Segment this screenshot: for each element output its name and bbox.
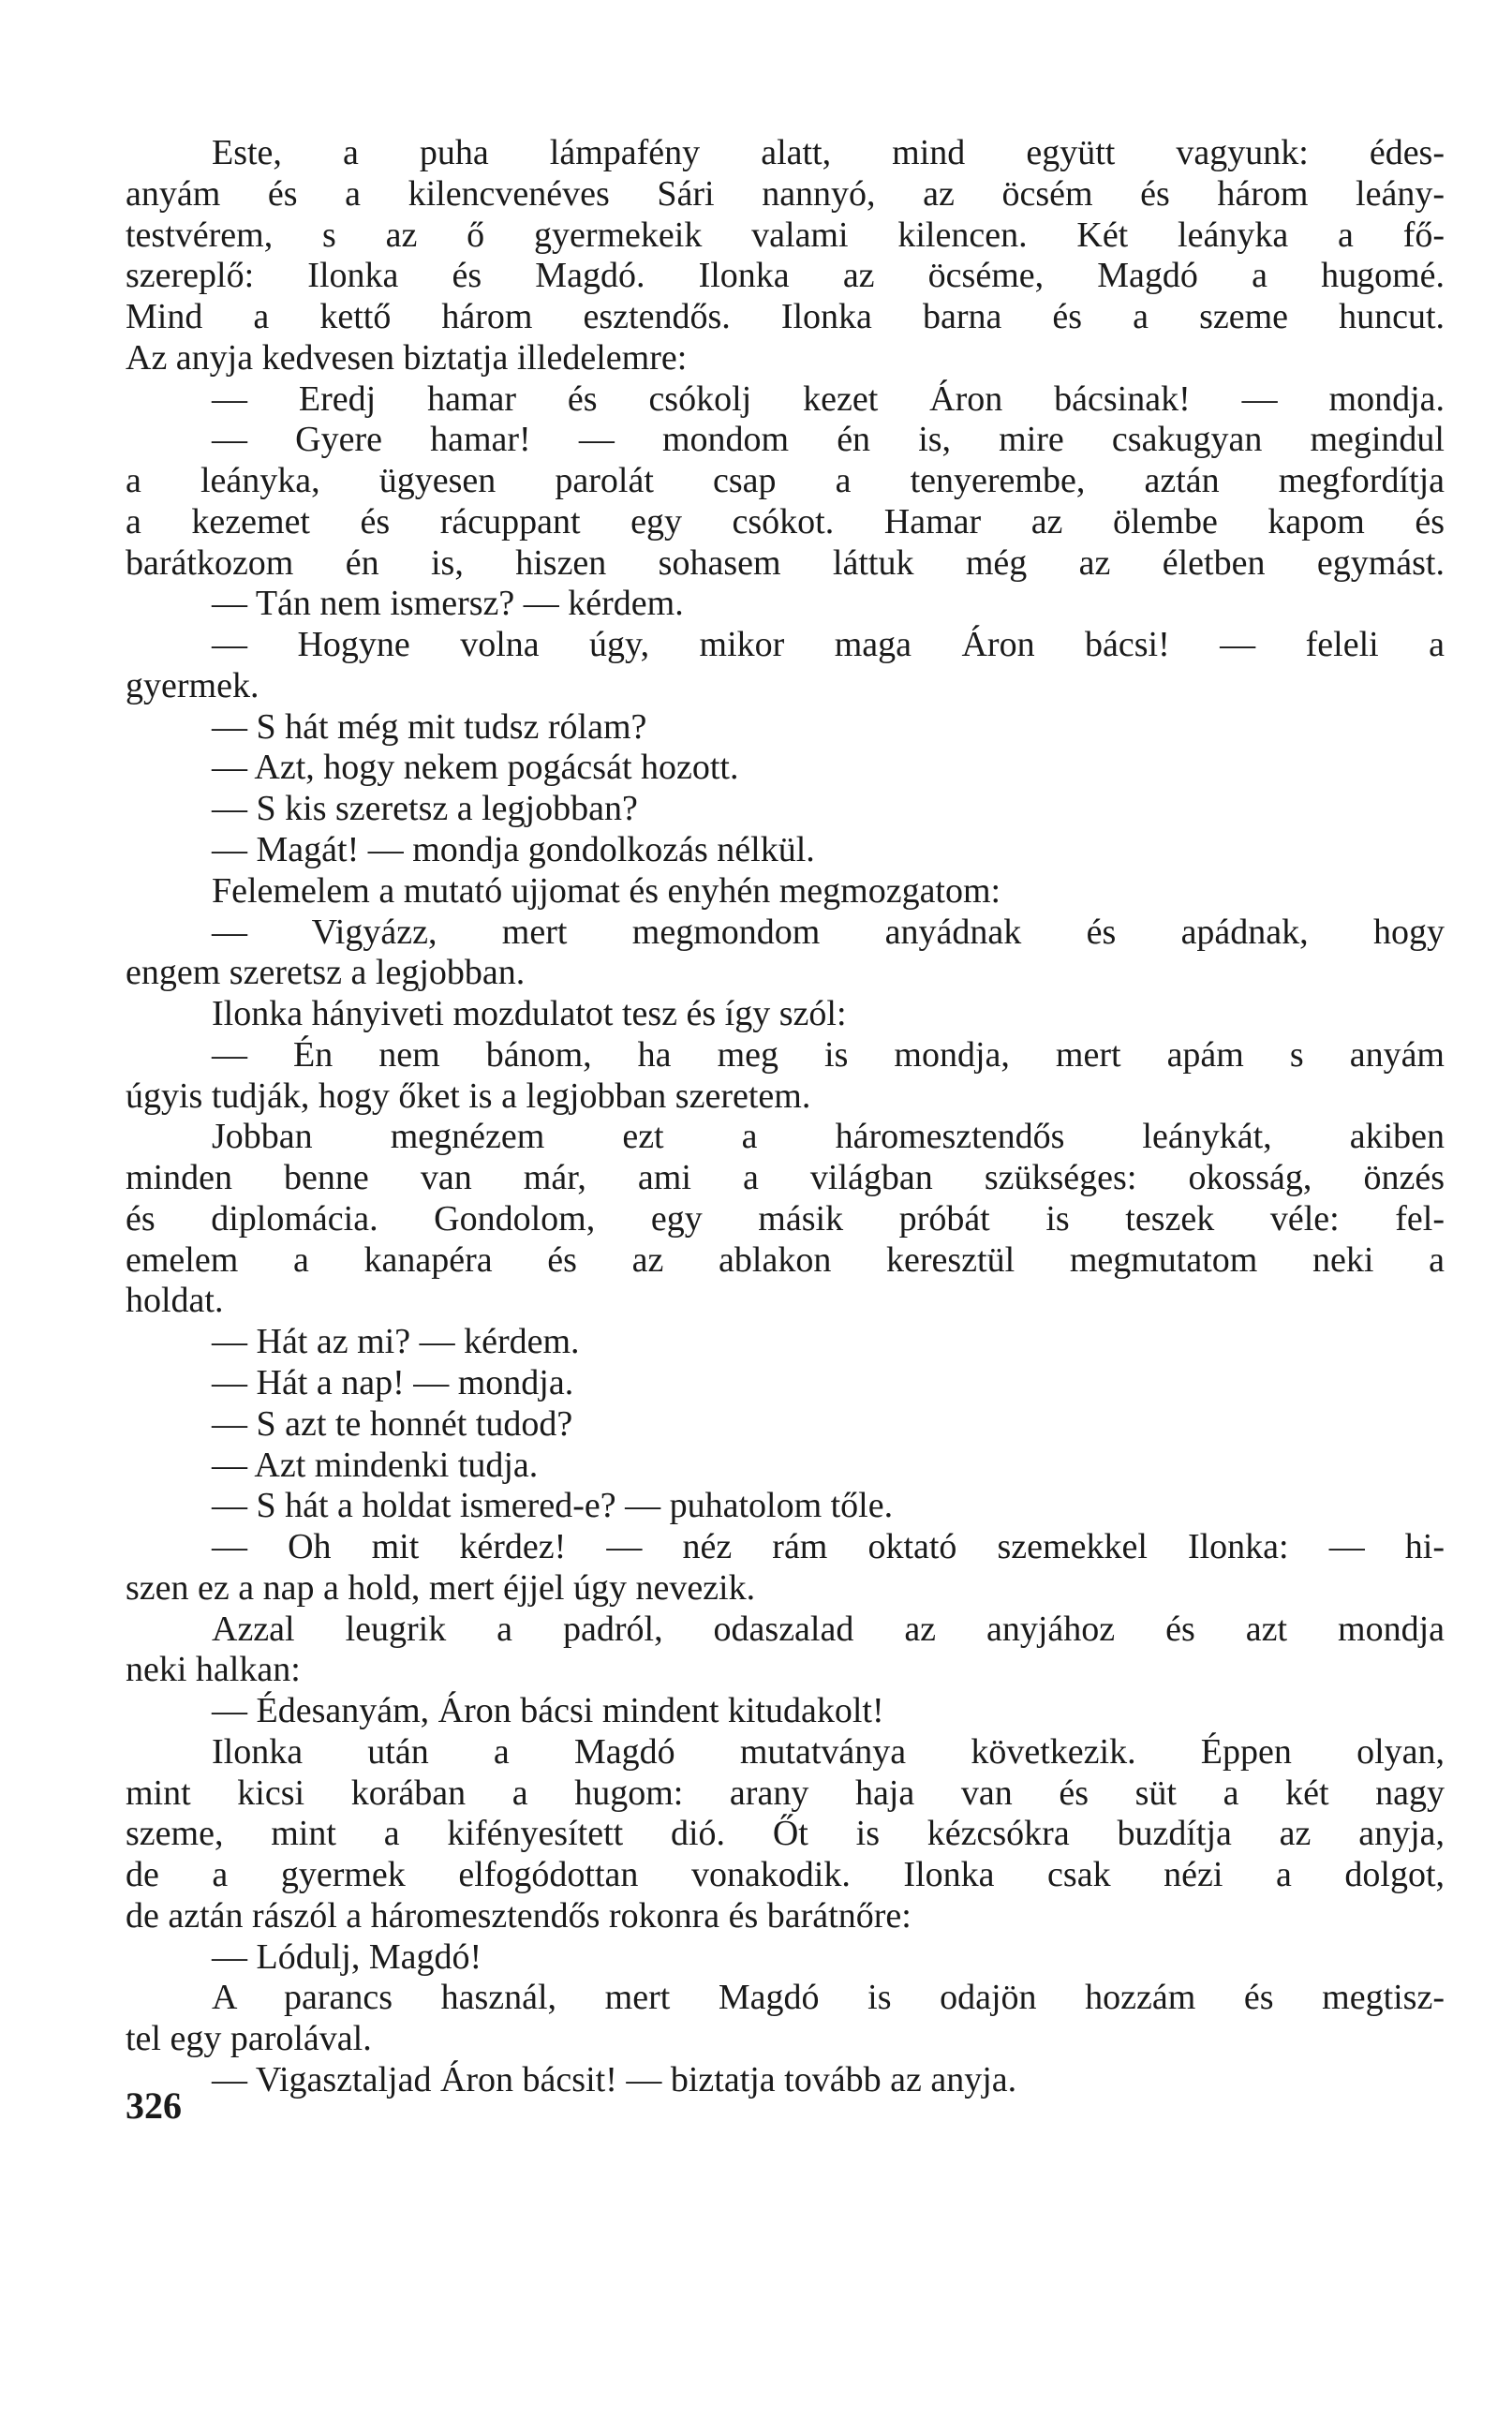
dialogue-line: — S hát még mit tudsz rólam? [212, 706, 647, 747]
text-line: tel egy parolával. [126, 2019, 372, 2059]
text-line: holdat. [126, 1281, 224, 1321]
text-line: szen ez a nap a hold, mert éjjel úgy nevezik. [126, 1567, 756, 1608]
text-line: Az anyja kedvesen biztatja illedelemre: [126, 337, 688, 378]
dialogue-line: — Oh mit kérdez! — néz rám oktató szemekkel Ilonka: — hi- [212, 1527, 1445, 1567]
dialogue-line: — Azt mindenki tudja. [212, 1445, 539, 1485]
text-line: szeme, mint a kifényesített dió. Őt is kézcsókra buzdítja az anyja, [126, 1814, 1445, 1854]
dialogue-line: — Vigyázz, mert megmondom anyádnak és apádnak, hogy [212, 912, 1445, 952]
text-line: A parancs használ, mert Magdó is odajön hozzám és megtisz- [212, 1978, 1445, 2018]
text-line: mint kicsi korában a hugom: arany haja van és süt a két nagy [126, 1773, 1445, 1813]
text-line: Este, a puha lámpafény alatt, mind együtt vagyunk: édes- [212, 133, 1445, 172]
dialogue-line: — Lódulj, Magdó! [212, 1936, 482, 1977]
text-line: neki halkan: [126, 1650, 301, 1690]
text-line: anyám és a kilencvenéves Sári nannyó, az öcsém és három leány- [126, 173, 1445, 214]
text-line: emelem a kanapéra és az ablakon keresztül megmutatom neki a [126, 1239, 1445, 1280]
dialogue-line: — Hát a nap! — mondja. [212, 1362, 574, 1402]
dialogue-line: — S azt te honnét tudod? [212, 1403, 573, 1444]
dialogue-line: — Hogyne volna úgy, mikor maga Áron bácsi! — feleli a [212, 625, 1445, 665]
text-line: de aztán rászól a háromesztendős rokonra és barátnőre: [126, 1895, 912, 1936]
text-line: Jobban megnézem ezt a háromesztendős leánykát, akiben [212, 1117, 1445, 1157]
text-line: gyermek. [126, 665, 259, 705]
page-number: 326 [126, 2084, 182, 2127]
text-line: minden benne van már, ami a világban szükséges: okosság, önzés [126, 1158, 1445, 1198]
text-line: és diplomácia. Gondolom, egy másik próbát is teszek véle: fel- [126, 1198, 1445, 1239]
text-line: Ilonka után a Magdó mutatványa következik. Éppen olyan, [212, 1731, 1445, 1772]
dialogue-line: — Hát az mi? — kérdem. [212, 1322, 580, 1362]
text-line: szereplő: Ilonka és Magdó. Ilonka az öcséme, Magdó a hugomé. [126, 256, 1445, 296]
dialogue-line: — Eredj hamar és csókolj kezet Áron bácsinak! — mondja. [212, 378, 1445, 419]
dialogue-line: — S kis szeretsz a legjobban? [212, 789, 638, 829]
dialogue-line: — Én nem bánom, ha meg is mondja, mert apám s anyám [212, 1034, 1445, 1075]
text-line: de a gyermek elfogódottan vonakodik. Ilonka csak nézi a dolgot, [126, 1855, 1445, 1895]
text-line: engem szeretsz a legjobban. [126, 953, 526, 993]
dialogue-line: — Tán nem ismersz? — kérdem. [212, 584, 684, 624]
dialogue-line: — S hát a holdat ismered-e? — puhatolom tőle. [212, 1486, 894, 1526]
dialogue-line: — Vigasztaljad Áron bácsit! — biztatja tovább az anyja. [212, 2059, 1017, 2099]
text-line: Azzal leugrik a padról, odaszalad az anyjához és azt mondja [212, 1609, 1445, 1649]
text-line: a kezemet és rácuppant egy csókot. Hamar az ölembe kapom és [126, 501, 1445, 541]
text-line: úgyis tudják, hogy őket is a legjobban szeretem. [126, 1076, 811, 1116]
text-line: Felemelem a mutató ujjomat és enyhén megmozgatom: [212, 870, 1001, 911]
body-text [126, 133, 1445, 2101]
text-line: Mind a kettő három esztendős. Ilonka barna és a szeme huncut. [126, 297, 1445, 337]
dialogue-line: — Édesanyám, Áron bácsi mindent kitudakolt! [212, 1691, 884, 1731]
text-line: a leányka, ügyesen parolát csap a tenyerembe, aztán megfordítja [126, 461, 1445, 501]
dialogue-line: — Gyere hamar! — mondom én is, mire csakugyan megindul [212, 420, 1445, 460]
dialogue-line: — Magát! — mondja gondolkozás nélkül. [212, 830, 815, 870]
dialogue-line: — Azt, hogy nekem pogácsát hozott. [212, 748, 739, 788]
text-line: Ilonka hányiveti mozdulatot tesz és így szól: [212, 994, 847, 1034]
text-line: testvérem, s az ő gyermekeik valami kilencen. Két leányka a fő- [126, 215, 1445, 255]
text-line: barátkozom én is, hiszen sohasem láttuk még az életben egymást. [126, 542, 1445, 583]
